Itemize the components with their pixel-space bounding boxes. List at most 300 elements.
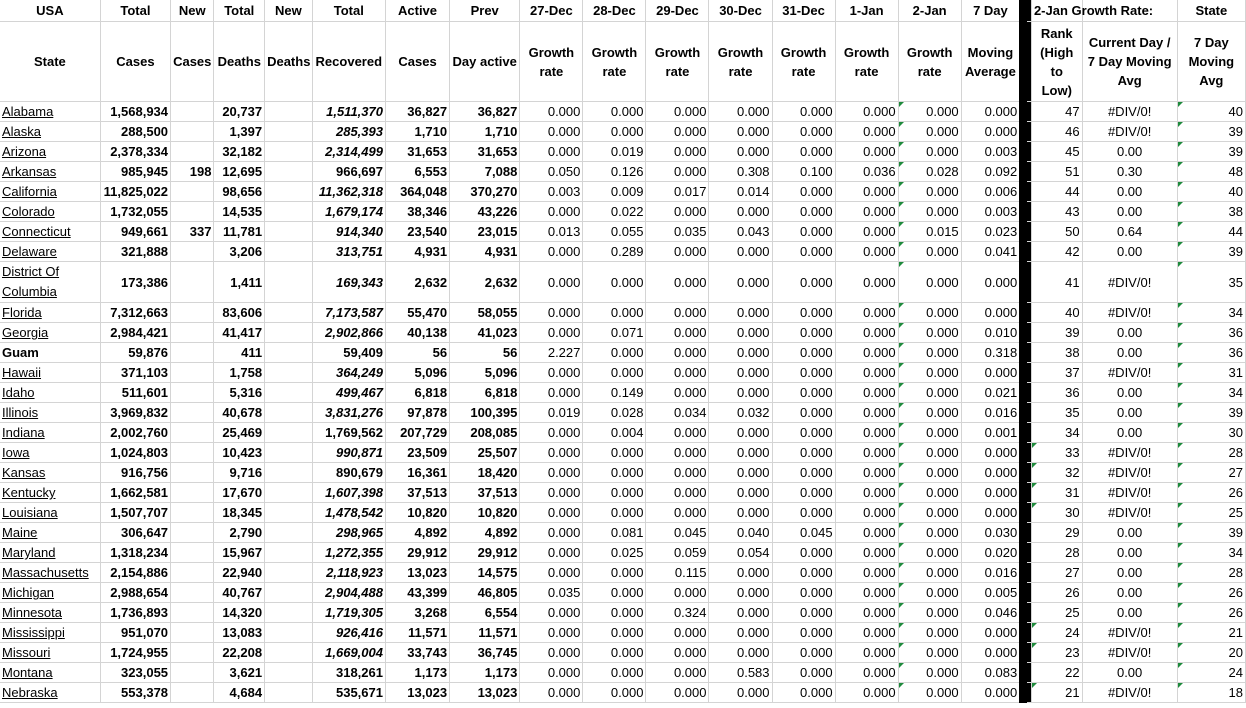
ratio-cell[interactable]: 0.00 (1082, 403, 1177, 423)
recovered-cell[interactable]: 1,679,174 (312, 202, 385, 222)
total-cases-cell[interactable]: 949,661 (100, 222, 170, 242)
new-deaths-cell[interactable] (265, 262, 313, 303)
state-7day-avg-cell[interactable]: 39 (1177, 403, 1245, 423)
growth-rate-cell[interactable]: 0.000 (583, 623, 646, 643)
growth-rate-cell[interactable]: 0.000 (772, 102, 835, 122)
recovered-cell[interactable]: 966,697 (312, 162, 385, 182)
new-cases-cell[interactable] (171, 383, 214, 403)
prev-active-cell[interactable]: 11,571 (450, 623, 520, 643)
growth-rate-cell[interactable]: 0.000 (646, 343, 709, 363)
recovered-cell[interactable]: 1,719,305 (312, 603, 385, 623)
new-deaths-cell[interactable] (265, 383, 313, 403)
state-7day-avg-cell[interactable]: 21 (1177, 623, 1245, 643)
growth-rate-cell[interactable]: 0.025 (583, 543, 646, 563)
active-cases-cell[interactable]: 55,470 (385, 303, 449, 323)
moving-average-cell[interactable]: 0.000 (961, 443, 1023, 463)
growth-rate-cell[interactable]: 0.013 (520, 222, 583, 242)
moving-average-cell[interactable]: 0.020 (961, 543, 1023, 563)
rank-cell[interactable]: 39 (1031, 323, 1082, 343)
total-cases-cell[interactable]: 11,825,022 (100, 182, 170, 202)
growth-rate-cell[interactable]: 0.000 (835, 583, 898, 603)
header-cell[interactable]: Total (214, 0, 265, 22)
new-deaths-cell[interactable] (265, 523, 313, 543)
state-7day-avg-cell[interactable]: 39 (1177, 122, 1245, 142)
ratio-cell[interactable]: 0.00 (1082, 142, 1177, 162)
prev-active-cell[interactable]: 6,554 (450, 603, 520, 623)
total-cases-cell[interactable]: 985,945 (100, 162, 170, 182)
new-deaths-cell[interactable] (265, 423, 313, 443)
prev-active-cell[interactable]: 29,912 (450, 543, 520, 563)
growth-rate-cell[interactable]: 0.000 (583, 583, 646, 603)
ratio-cell[interactable]: 0.00 (1082, 423, 1177, 443)
rank-cell[interactable]: 32 (1031, 463, 1082, 483)
state-7day-avg-cell[interactable]: 34 (1177, 303, 1245, 323)
ratio-cell[interactable]: #DIV/0! (1082, 102, 1177, 122)
growth-rate-cell[interactable]: 0.000 (520, 303, 583, 323)
rank-cell[interactable]: 45 (1031, 142, 1082, 162)
growth-rate-cell[interactable]: 0.000 (520, 363, 583, 383)
ratio-cell[interactable]: #DIV/0! (1082, 443, 1177, 463)
ratio-cell[interactable]: #DIV/0! (1082, 363, 1177, 383)
new-cases-cell[interactable] (171, 262, 214, 303)
growth-rate-cell[interactable]: 0.000 (709, 102, 772, 122)
growth-rate-cell[interactable]: 0.000 (583, 483, 646, 503)
growth-rate-cell[interactable]: 0.000 (583, 503, 646, 523)
ratio-cell[interactable]: 0.00 (1082, 383, 1177, 403)
prev-active-cell[interactable]: 1,173 (450, 663, 520, 683)
moving-average-cell[interactable]: 0.000 (961, 463, 1023, 483)
prev-active-cell[interactable]: 56 (450, 343, 520, 363)
recovered-cell[interactable]: 1,607,398 (312, 483, 385, 503)
growth-rate-cell[interactable]: 0.000 (646, 383, 709, 403)
growth-rate-cell[interactable]: 0.000 (583, 603, 646, 623)
ratio-cell[interactable]: 0.00 (1082, 563, 1177, 583)
moving-average-cell[interactable]: 0.000 (961, 102, 1023, 122)
growth-rate-cell[interactable]: 0.000 (520, 623, 583, 643)
state-link[interactable]: Mississippi (0, 623, 100, 643)
header-cell[interactable]: USA (0, 0, 100, 22)
header-cell[interactable]: Cases (385, 22, 449, 102)
growth-rate-cell[interactable]: 0.000 (835, 182, 898, 202)
growth-rate-cell[interactable]: 0.000 (709, 262, 772, 303)
growth-rate-cell[interactable]: 0.000 (772, 583, 835, 603)
header-cell[interactable]: 30-Dec (709, 0, 772, 22)
growth-rate-cell[interactable]: 0.022 (583, 202, 646, 222)
active-cases-cell[interactable]: 1,173 (385, 663, 449, 683)
header-cell[interactable]: Cases (171, 22, 214, 102)
new-cases-cell[interactable] (171, 623, 214, 643)
active-cases-cell[interactable]: 5,096 (385, 363, 449, 383)
growth-rate-cell[interactable]: 0.000 (772, 463, 835, 483)
growth-rate-cell[interactable]: 0.000 (646, 643, 709, 663)
growth-rate-cell[interactable]: 0.000 (772, 563, 835, 583)
state-link[interactable]: Missouri (0, 643, 100, 663)
prev-active-cell[interactable]: 36,745 (450, 643, 520, 663)
total-cases-cell[interactable]: 1,024,803 (100, 443, 170, 463)
prev-active-cell[interactable]: 7,088 (450, 162, 520, 182)
recovered-cell[interactable]: 2,314,499 (312, 142, 385, 162)
growth-rate-cell[interactable]: 0.000 (520, 262, 583, 303)
state-7day-avg-cell[interactable]: 26 (1177, 583, 1245, 603)
growth-rate-cell[interactable]: 0.000 (583, 122, 646, 142)
rank-cell[interactable]: 42 (1031, 242, 1082, 262)
rank-cell[interactable]: 30 (1031, 503, 1082, 523)
recovered-cell[interactable]: 59,409 (312, 343, 385, 363)
growth-rate-cell[interactable]: 0.014 (709, 182, 772, 202)
state-7day-avg-cell[interactable]: 28 (1177, 443, 1245, 463)
ratio-cell[interactable]: #DIV/0! (1082, 483, 1177, 503)
state-link[interactable]: Colorado (0, 202, 100, 222)
growth-rate-cell[interactable]: 0.045 (772, 523, 835, 543)
growth-rate-cell[interactable]: 0.000 (898, 343, 961, 363)
total-deaths-cell[interactable]: 14,320 (214, 603, 265, 623)
growth-rate-cell[interactable]: 0.583 (709, 663, 772, 683)
growth-rate-cell[interactable]: 0.000 (583, 363, 646, 383)
moving-average-cell[interactable]: 0.001 (961, 423, 1023, 443)
growth-rate-cell[interactable]: 0.000 (835, 563, 898, 583)
growth-rate-cell[interactable]: 0.000 (835, 663, 898, 683)
growth-rate-cell[interactable]: 0.009 (583, 182, 646, 202)
growth-rate-cell[interactable]: 0.000 (835, 262, 898, 303)
state-link[interactable]: Michigan (0, 583, 100, 603)
growth-rate-cell[interactable]: 0.000 (520, 242, 583, 262)
active-cases-cell[interactable]: 6,818 (385, 383, 449, 403)
growth-rate-cell[interactable]: 0.000 (835, 202, 898, 222)
growth-rate-cell[interactable]: 0.000 (520, 443, 583, 463)
active-cases-cell[interactable]: 97,878 (385, 403, 449, 423)
moving-average-cell[interactable]: 0.000 (961, 122, 1023, 142)
growth-rate-cell[interactable]: 0.115 (646, 563, 709, 583)
growth-rate-cell[interactable]: 0.000 (772, 182, 835, 202)
rank-cell[interactable]: 36 (1031, 383, 1082, 403)
new-deaths-cell[interactable] (265, 323, 313, 343)
growth-rate-cell[interactable]: 0.045 (646, 523, 709, 543)
recovered-cell[interactable]: 2,118,923 (312, 563, 385, 583)
active-cases-cell[interactable]: 3,268 (385, 603, 449, 623)
header-cell[interactable]: 2-Jan (898, 0, 961, 22)
growth-rate-cell[interactable]: 0.000 (835, 603, 898, 623)
growth-rate-cell[interactable]: 0.000 (646, 503, 709, 523)
ratio-cell[interactable]: 0.00 (1082, 343, 1177, 363)
growth-rate-cell[interactable]: 0.000 (772, 403, 835, 423)
growth-rate-cell[interactable]: 0.000 (709, 483, 772, 503)
growth-rate-cell[interactable]: 0.000 (898, 122, 961, 142)
new-cases-cell[interactable] (171, 543, 214, 563)
state-link[interactable]: Nebraska (0, 683, 100, 703)
total-deaths-cell[interactable]: 13,083 (214, 623, 265, 643)
total-cases-cell[interactable]: 1,568,934 (100, 102, 170, 122)
growth-rate-cell[interactable]: 0.000 (646, 142, 709, 162)
growth-rate-cell[interactable]: 0.000 (772, 423, 835, 443)
new-deaths-cell[interactable] (265, 683, 313, 703)
total-deaths-cell[interactable]: 1,758 (214, 363, 265, 383)
growth-rate-cell[interactable]: 0.308 (709, 162, 772, 182)
rank-cell[interactable]: 41 (1031, 262, 1082, 303)
growth-rate-cell[interactable]: 0.000 (835, 403, 898, 423)
ratio-cell[interactable]: 0.00 (1082, 323, 1177, 343)
recovered-cell[interactable]: 1,272,355 (312, 543, 385, 563)
state-link[interactable]: Delaware (0, 242, 100, 262)
growth-rate-cell[interactable]: 0.000 (583, 262, 646, 303)
header-cell[interactable]: 31-Dec (772, 0, 835, 22)
growth-rate-cell[interactable]: 0.035 (520, 583, 583, 603)
active-cases-cell[interactable]: 207,729 (385, 423, 449, 443)
state-link[interactable]: Montana (0, 663, 100, 683)
state-7day-avg-cell[interactable]: 26 (1177, 603, 1245, 623)
growth-rate-cell[interactable]: 0.000 (709, 142, 772, 162)
growth-rate-cell[interactable]: 0.028 (583, 403, 646, 423)
ratio-cell[interactable]: #DIV/0! (1082, 683, 1177, 703)
growth-rate-cell[interactable]: 0.000 (646, 583, 709, 603)
growth-rate-cell[interactable]: 0.000 (898, 102, 961, 122)
new-cases-cell[interactable] (171, 603, 214, 623)
active-cases-cell[interactable]: 33,743 (385, 643, 449, 663)
growth-rate-cell[interactable]: 0.000 (520, 483, 583, 503)
state-7day-avg-cell[interactable]: 38 (1177, 202, 1245, 222)
total-cases-cell[interactable]: 371,103 (100, 363, 170, 383)
rank-cell[interactable]: 21 (1031, 683, 1082, 703)
growth-rate-cell[interactable]: 0.000 (520, 683, 583, 703)
growth-rate-cell[interactable]: 0.000 (520, 423, 583, 443)
active-cases-cell[interactable]: 56 (385, 343, 449, 363)
prev-active-cell[interactable]: 14,575 (450, 563, 520, 583)
active-cases-cell[interactable]: 29,912 (385, 543, 449, 563)
growth-rate-cell[interactable]: 0.000 (583, 303, 646, 323)
new-cases-cell[interactable] (171, 443, 214, 463)
growth-rate-cell[interactable]: 0.000 (835, 323, 898, 343)
growth-rate-cell[interactable]: 0.000 (583, 343, 646, 363)
moving-average-cell[interactable]: 0.016 (961, 403, 1023, 423)
total-deaths-cell[interactable]: 41,417 (214, 323, 265, 343)
moving-average-cell[interactable]: 0.046 (961, 603, 1023, 623)
prev-active-cell[interactable]: 100,395 (450, 403, 520, 423)
growth-rate-cell[interactable]: 0.015 (898, 222, 961, 242)
state-7day-avg-cell[interactable]: 18 (1177, 683, 1245, 703)
growth-rate-cell[interactable]: 0.036 (835, 162, 898, 182)
growth-rate-cell[interactable]: 0.000 (898, 603, 961, 623)
growth-rate-cell[interactable]: 0.000 (709, 603, 772, 623)
growth-rate-cell[interactable]: 0.000 (520, 102, 583, 122)
prev-active-cell[interactable]: 23,015 (450, 222, 520, 242)
header-cell[interactable]: Growth rate (772, 22, 835, 102)
prev-active-cell[interactable]: 37,513 (450, 483, 520, 503)
state-link[interactable]: Alaska (0, 122, 100, 142)
total-cases-cell[interactable]: 2,154,886 (100, 563, 170, 583)
growth-rate-cell[interactable]: 0.000 (898, 683, 961, 703)
growth-rate-cell[interactable]: 0.000 (835, 643, 898, 663)
growth-rate-cell[interactable]: 0.000 (709, 443, 772, 463)
growth-rate-cell[interactable]: 0.324 (646, 603, 709, 623)
growth-rate-cell[interactable]: 2.227 (520, 343, 583, 363)
state-7day-avg-cell[interactable]: 39 (1177, 523, 1245, 543)
active-cases-cell[interactable]: 43,399 (385, 583, 449, 603)
moving-average-cell[interactable]: 0.000 (961, 503, 1023, 523)
growth-rate-cell[interactable]: 0.000 (709, 323, 772, 343)
state-7day-avg-cell[interactable]: 25 (1177, 503, 1245, 523)
growth-rate-cell[interactable]: 0.000 (709, 303, 772, 323)
state-link[interactable]: District Of Columbia (0, 262, 100, 303)
growth-rate-cell[interactable]: 0.000 (646, 463, 709, 483)
growth-rate-cell[interactable]: 0.000 (898, 323, 961, 343)
header-cell[interactable]: Growth rate (520, 22, 583, 102)
new-deaths-cell[interactable] (265, 643, 313, 663)
ratio-cell[interactable]: 0.00 (1082, 603, 1177, 623)
header-cell[interactable]: Total (100, 0, 170, 22)
new-deaths-cell[interactable] (265, 122, 313, 142)
total-cases-cell[interactable]: 2,002,760 (100, 423, 170, 443)
growth-rate-cell[interactable]: 0.000 (772, 222, 835, 242)
active-cases-cell[interactable]: 2,632 (385, 262, 449, 303)
total-cases-cell[interactable]: 288,500 (100, 122, 170, 142)
growth-rate-cell[interactable]: 0.000 (709, 623, 772, 643)
moving-average-cell[interactable]: 0.000 (961, 363, 1023, 383)
prev-active-cell[interactable]: 2,632 (450, 262, 520, 303)
moving-average-cell[interactable]: 0.030 (961, 523, 1023, 543)
total-deaths-cell[interactable]: 1,411 (214, 262, 265, 303)
recovered-cell[interactable]: 298,965 (312, 523, 385, 543)
growth-rate-cell[interactable]: 0.000 (709, 423, 772, 443)
active-cases-cell[interactable]: 23,540 (385, 222, 449, 242)
total-cases-cell[interactable]: 951,070 (100, 623, 170, 643)
recovered-cell[interactable]: 990,871 (312, 443, 385, 463)
prev-active-cell[interactable]: 208,085 (450, 423, 520, 443)
header-cell[interactable]: Cases (100, 22, 170, 102)
recovered-cell[interactable]: 1,669,004 (312, 643, 385, 663)
active-cases-cell[interactable]: 23,509 (385, 443, 449, 463)
state-7day-avg-cell[interactable]: 28 (1177, 563, 1245, 583)
recovered-cell[interactable]: 499,467 (312, 383, 385, 403)
state-7day-avg-cell[interactable]: 48 (1177, 162, 1245, 182)
moving-average-cell[interactable]: 0.023 (961, 222, 1023, 242)
rank-cell[interactable]: 31 (1031, 483, 1082, 503)
recovered-cell[interactable]: 2,904,488 (312, 583, 385, 603)
prev-active-cell[interactable]: 13,023 (450, 683, 520, 703)
total-cases-cell[interactable]: 2,984,421 (100, 323, 170, 343)
growth-rate-cell[interactable]: 0.000 (583, 102, 646, 122)
new-cases-cell[interactable] (171, 403, 214, 423)
rank-cell[interactable]: 28 (1031, 543, 1082, 563)
new-cases-cell[interactable] (171, 643, 214, 663)
growth-rate-cell[interactable]: 0.000 (520, 543, 583, 563)
growth-rate-cell[interactable]: 0.000 (709, 503, 772, 523)
growth-rate-cell[interactable]: 0.000 (646, 242, 709, 262)
growth-rate-cell[interactable]: 0.000 (520, 563, 583, 583)
growth-rate-cell[interactable]: 0.000 (772, 202, 835, 222)
growth-rate-cell[interactable]: 0.000 (709, 242, 772, 262)
recovered-cell[interactable]: 169,343 (312, 262, 385, 303)
moving-average-cell[interactable]: 0.006 (961, 182, 1023, 202)
header-cell[interactable]: Day active (450, 22, 520, 102)
growth-rate-cell[interactable]: 0.000 (583, 463, 646, 483)
growth-rate-cell[interactable]: 0.000 (835, 423, 898, 443)
moving-average-cell[interactable]: 0.000 (961, 623, 1023, 643)
ratio-cell[interactable]: 0.00 (1082, 583, 1177, 603)
growth-rate-cell[interactable]: 0.000 (709, 202, 772, 222)
prev-active-cell[interactable]: 46,805 (450, 583, 520, 603)
new-deaths-cell[interactable] (265, 563, 313, 583)
growth-rate-cell[interactable]: 0.000 (772, 343, 835, 363)
growth-rate-cell[interactable]: 0.000 (835, 343, 898, 363)
growth-rate-cell[interactable]: 0.000 (898, 643, 961, 663)
growth-rate-cell[interactable]: 0.000 (772, 603, 835, 623)
state-7day-avg-cell[interactable]: 36 (1177, 343, 1245, 363)
rank-cell[interactable]: 44 (1031, 182, 1082, 202)
growth-rate-cell[interactable]: 0.000 (835, 242, 898, 262)
moving-average-cell[interactable]: 0.000 (961, 483, 1023, 503)
total-cases-cell[interactable]: 2,988,654 (100, 583, 170, 603)
total-deaths-cell[interactable]: 18,345 (214, 503, 265, 523)
growth-rate-cell[interactable]: 0.000 (709, 122, 772, 142)
total-cases-cell[interactable]: 1,736,893 (100, 603, 170, 623)
growth-rate-cell[interactable]: 0.000 (835, 102, 898, 122)
new-cases-cell[interactable] (171, 483, 214, 503)
new-deaths-cell[interactable] (265, 443, 313, 463)
prev-active-cell[interactable]: 4,892 (450, 523, 520, 543)
growth-rate-cell[interactable]: 0.000 (898, 202, 961, 222)
growth-rate-cell[interactable]: 0.000 (709, 343, 772, 363)
moving-average-cell[interactable]: 0.021 (961, 383, 1023, 403)
state-7day-avg-cell[interactable]: 39 (1177, 142, 1245, 162)
total-deaths-cell[interactable]: 14,535 (214, 202, 265, 222)
state-link[interactable]: Louisiana (0, 503, 100, 523)
growth-rate-cell[interactable]: 0.000 (709, 643, 772, 663)
header-cell[interactable]: 7 Day Moving Avg (1177, 22, 1245, 102)
moving-average-cell[interactable]: 0.083 (961, 663, 1023, 683)
active-cases-cell[interactable]: 13,023 (385, 683, 449, 703)
total-cases-cell[interactable]: 1,724,955 (100, 643, 170, 663)
total-deaths-cell[interactable]: 3,621 (214, 663, 265, 683)
state-7day-avg-cell[interactable]: 20 (1177, 643, 1245, 663)
header-cell[interactable]: Moving Average (961, 22, 1023, 102)
growth-rate-cell[interactable]: 0.000 (835, 122, 898, 142)
moving-average-cell[interactable]: 0.005 (961, 583, 1023, 603)
growth-rate-cell[interactable]: 0.000 (835, 543, 898, 563)
growth-rate-cell[interactable]: 0.000 (835, 463, 898, 483)
growth-rate-cell[interactable]: 0.055 (583, 222, 646, 242)
growth-rate-cell[interactable]: 0.000 (772, 543, 835, 563)
state-link[interactable]: Massachusetts (0, 563, 100, 583)
growth-rate-cell[interactable]: 0.000 (898, 483, 961, 503)
growth-rate-cell[interactable]: 0.000 (646, 663, 709, 683)
recovered-cell[interactable]: 11,362,318 (312, 182, 385, 202)
new-cases-cell[interactable] (171, 503, 214, 523)
state-link[interactable]: Kansas (0, 463, 100, 483)
growth-rate-cell[interactable]: 0.000 (520, 383, 583, 403)
new-cases-cell[interactable] (171, 102, 214, 122)
growth-rate-cell[interactable]: 0.000 (835, 443, 898, 463)
total-deaths-cell[interactable]: 10,423 (214, 443, 265, 463)
growth-rate-cell[interactable]: 0.000 (898, 242, 961, 262)
moving-average-cell[interactable]: 0.092 (961, 162, 1023, 182)
state-7day-avg-cell[interactable]: 39 (1177, 242, 1245, 262)
new-cases-cell[interactable] (171, 242, 214, 262)
state-link[interactable]: Alabama (0, 102, 100, 122)
growth-rate-cell[interactable]: 0.040 (709, 523, 772, 543)
total-deaths-cell[interactable]: 20,737 (214, 102, 265, 122)
growth-rate-cell[interactable]: 0.000 (898, 463, 961, 483)
rank-cell[interactable]: 35 (1031, 403, 1082, 423)
ratio-cell[interactable]: 0.30 (1082, 162, 1177, 182)
new-cases-cell[interactable] (171, 583, 214, 603)
recovered-cell[interactable]: 1,511,370 (312, 102, 385, 122)
header-cell[interactable]: Current Day / 7 Day Moving Avg (1082, 22, 1177, 102)
state-link[interactable]: Illinois (0, 403, 100, 423)
total-cases-cell[interactable]: 916,756 (100, 463, 170, 483)
new-cases-cell[interactable] (171, 563, 214, 583)
growth-rate-cell[interactable]: 0.000 (835, 623, 898, 643)
state-link[interactable]: Maryland (0, 543, 100, 563)
header-cell[interactable]: Growth rate (583, 22, 646, 102)
